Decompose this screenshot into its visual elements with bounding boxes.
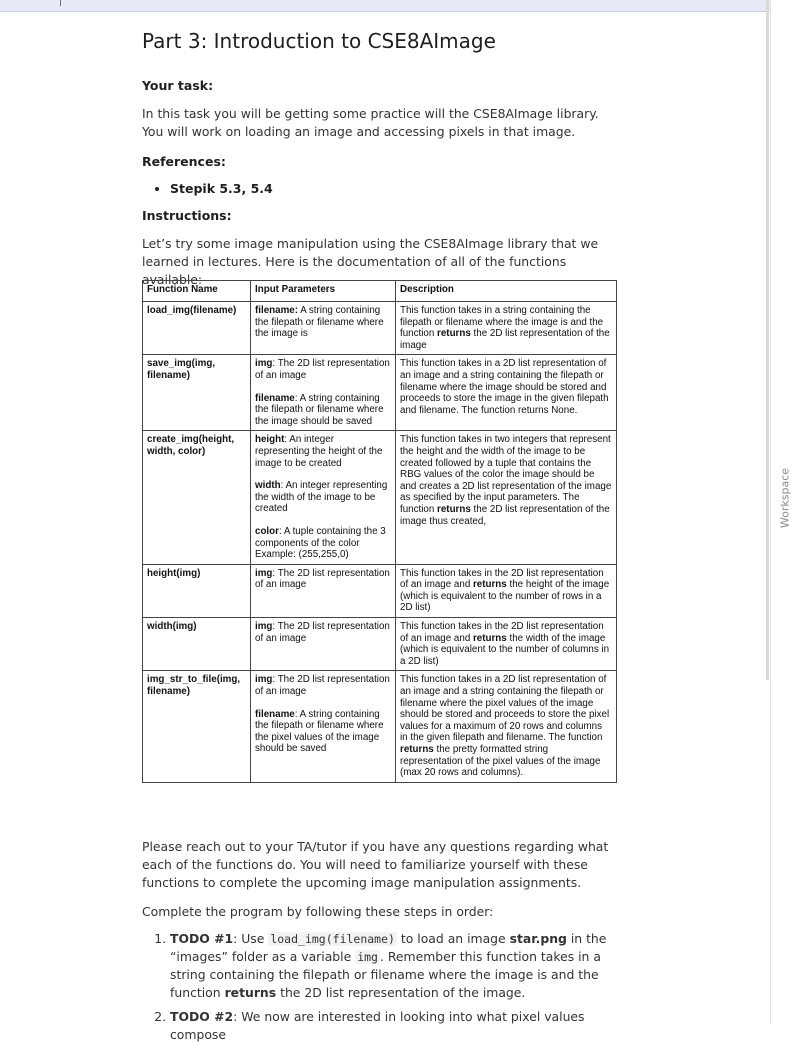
- param-gap: [255, 515, 391, 526]
- header-input-parameters: Input Parameters: [251, 281, 396, 302]
- description-cell: [396, 302, 617, 355]
- header-description: Description: [396, 281, 617, 302]
- param-name: img: [255, 621, 273, 633]
- input-parameters-cell: [251, 564, 396, 617]
- step-todo-label: TODO #1: [170, 931, 234, 946]
- reference-item: • Stepik 5.3, 5.4: [170, 181, 620, 196]
- function-name-cell: save_img(img, filename): [143, 355, 251, 431]
- param-description: : An integer representing the width of the image to be created: [255, 480, 388, 515]
- param-name: color: [255, 525, 279, 537]
- param-description: A string containing the filepath or filename where the image is: [255, 305, 384, 340]
- function-name-cell: load_img(filename): [143, 302, 251, 355]
- description-pre-text: This function takes in the 2D list representation of an image and: [400, 567, 604, 591]
- table-row: [143, 618, 617, 671]
- param-gap: [255, 698, 391, 709]
- step-item: [170, 930, 620, 1002]
- param-description: : A tuple containing the 3 components of the color Example: (255,255,0): [255, 525, 386, 561]
- top-toolbar-strip: [0, 0, 770, 12]
- main-content: [142, 28, 620, 289]
- description-cell: [396, 671, 617, 782]
- param-description: : The 2D list representation of an image: [255, 674, 390, 698]
- scrollbar-thumb[interactable]: [766, 0, 769, 680]
- description-pre-text: This function takes in a 2D list representation of an image and a string containing the filepath or filename where the pixel values of the image should be stored and proceeds to store the pixel values for a maximum of 20 rows and columns in the given filepath and filename. The function: [400, 674, 610, 744]
- table-row: [143, 671, 617, 782]
- description-bold-text: returns: [472, 579, 507, 591]
- function-name-cell: img_str_to_file(img, filename): [143, 671, 251, 782]
- description-bold-text: returns: [400, 744, 434, 755]
- param-description: : An integer representing the height of the image to be created: [255, 434, 383, 469]
- step-todo-label: TODO #2: [170, 1009, 234, 1024]
- param-description: : A string containing the filepath or filename where the image should be saved: [255, 392, 384, 427]
- param-name: img: [255, 674, 273, 686]
- description-post-text: the 2D list representation of the image: [400, 328, 610, 351]
- toolbar-marker: [60, 0, 61, 6]
- function-name-cell: create_img(height, width, color): [143, 431, 251, 564]
- param-name: img: [255, 358, 273, 370]
- description-bold-text: returns: [472, 632, 507, 644]
- function-name-cell: width(img): [143, 618, 251, 671]
- step-text: the 2D list representation of the image.: [276, 985, 526, 1000]
- param-name: filename: [255, 392, 295, 404]
- step-text: in the “images” folder as a variable: [170, 931, 607, 964]
- function-name-cell: height(img): [143, 564, 251, 617]
- references-heading: References:: [142, 154, 226, 169]
- table-row: [143, 431, 617, 564]
- description-post-text: the height of the image (which is equivalent to the number of rows in a 2D list): [400, 579, 610, 614]
- step-text: : We now are interested in looking into what pixel values compose: [170, 1009, 585, 1042]
- param-gap: [255, 469, 391, 480]
- references-list: [142, 181, 620, 196]
- input-parameters-cell: [251, 431, 396, 564]
- description-post-text: the pretty formatted string representation of the pixel values of the image (max 20 rows and columns).: [400, 744, 601, 779]
- description-pre-text: This function takes in the 2D list representation of an image and: [400, 621, 604, 644]
- param-gap: [255, 382, 391, 393]
- param-description: : The 2D list representation of an image: [255, 621, 390, 644]
- table-header-row: [143, 281, 617, 302]
- complete-intro-text: Complete the program by following these steps in order:: [142, 904, 494, 919]
- description-cell: [396, 564, 617, 617]
- step-text: : Use: [233, 931, 269, 946]
- step-code: load_img(filename): [270, 932, 395, 946]
- step-text: . Remember this function takes in a string containing the filepath or filename where the image is and the function: [170, 949, 601, 1000]
- description-bold-text: returns: [437, 328, 471, 340]
- param-name: height: [255, 434, 285, 446]
- description-bold-text: returns: [437, 503, 471, 515]
- step-bold-text: returns: [224, 985, 277, 1000]
- input-parameters-cell: [251, 618, 396, 671]
- table-row: [143, 355, 617, 431]
- step-text: to load an image: [396, 931, 510, 946]
- workspace-label[interactable]: Workspace: [778, 467, 792, 529]
- reach-out-text: Please reach out to your TA/tutor if you have any questions regarding what each of the functions do. You will need to familiarize yourself with these functions to complete the upcoming image manipulation assignments.: [142, 839, 609, 890]
- table-row: [143, 302, 617, 355]
- instructions-heading: Instructions:: [142, 208, 232, 223]
- description-cell: [396, 618, 617, 671]
- param-name: filename:: [255, 305, 299, 316]
- description-post-text: the 2D list representation of the image thus created,: [400, 503, 610, 527]
- description-pre-text: This function takes in a 2D list representation of an image and a string containing the filepath or filename where the image should be stored and proceeds to store the image in the given filepath and filename. The function returns None.: [400, 358, 609, 416]
- description-cell: [396, 431, 617, 564]
- input-parameters-cell: [251, 671, 396, 782]
- description-pre-text: This function takes in two integers that represent the height and the width of the image to be created followed by a tuple that contains the RBG values of the color the image should be and creates a 2D list representation of the image as specified by the input parameters. The function: [400, 434, 612, 515]
- after-table-section: [142, 838, 620, 1050]
- param-description: : The 2D list representation of an image: [255, 567, 390, 591]
- step-bold-text: star.png: [509, 931, 567, 946]
- description-pre-text: This function takes in a string containing the filepath or filename where the image is and the function: [400, 305, 604, 340]
- your-task-text: In this task you will be getting some practice will the CSE8AImage library. You will work on loading an image and accessing pixels in that image.: [142, 106, 599, 139]
- param-name: filename: [255, 708, 295, 720]
- param-description: : The 2D list representation of an image: [255, 358, 390, 381]
- description-cell: [396, 355, 617, 431]
- functions-table: [142, 280, 617, 783]
- your-task-heading: Your task:: [142, 78, 214, 93]
- input-parameters-cell: [251, 355, 396, 431]
- table-row: [143, 564, 617, 617]
- param-name: width: [255, 480, 281, 492]
- header-function-name: Function Name: [143, 281, 251, 302]
- table-body: [143, 302, 617, 783]
- param-description: : A string containing the filepath or filename where the pixel values of the image should be saved: [255, 708, 384, 755]
- param-name: img: [255, 567, 273, 579]
- instructions-text: Let’s try some image manipulation using the CSE8AImage library that we learned in lectures. Here is the documentation of all of the functions available:: [142, 236, 599, 287]
- description-post-text: the width of the image (which is equivalent to the number of columns in a 2D list): [400, 632, 610, 667]
- steps-list: [142, 930, 620, 1044]
- step-item: [170, 1008, 620, 1044]
- step-code: img: [357, 950, 378, 964]
- page-title: Part 3: Introduction to CSE8AImage: [142, 29, 496, 53]
- input-parameters-cell: [251, 302, 396, 355]
